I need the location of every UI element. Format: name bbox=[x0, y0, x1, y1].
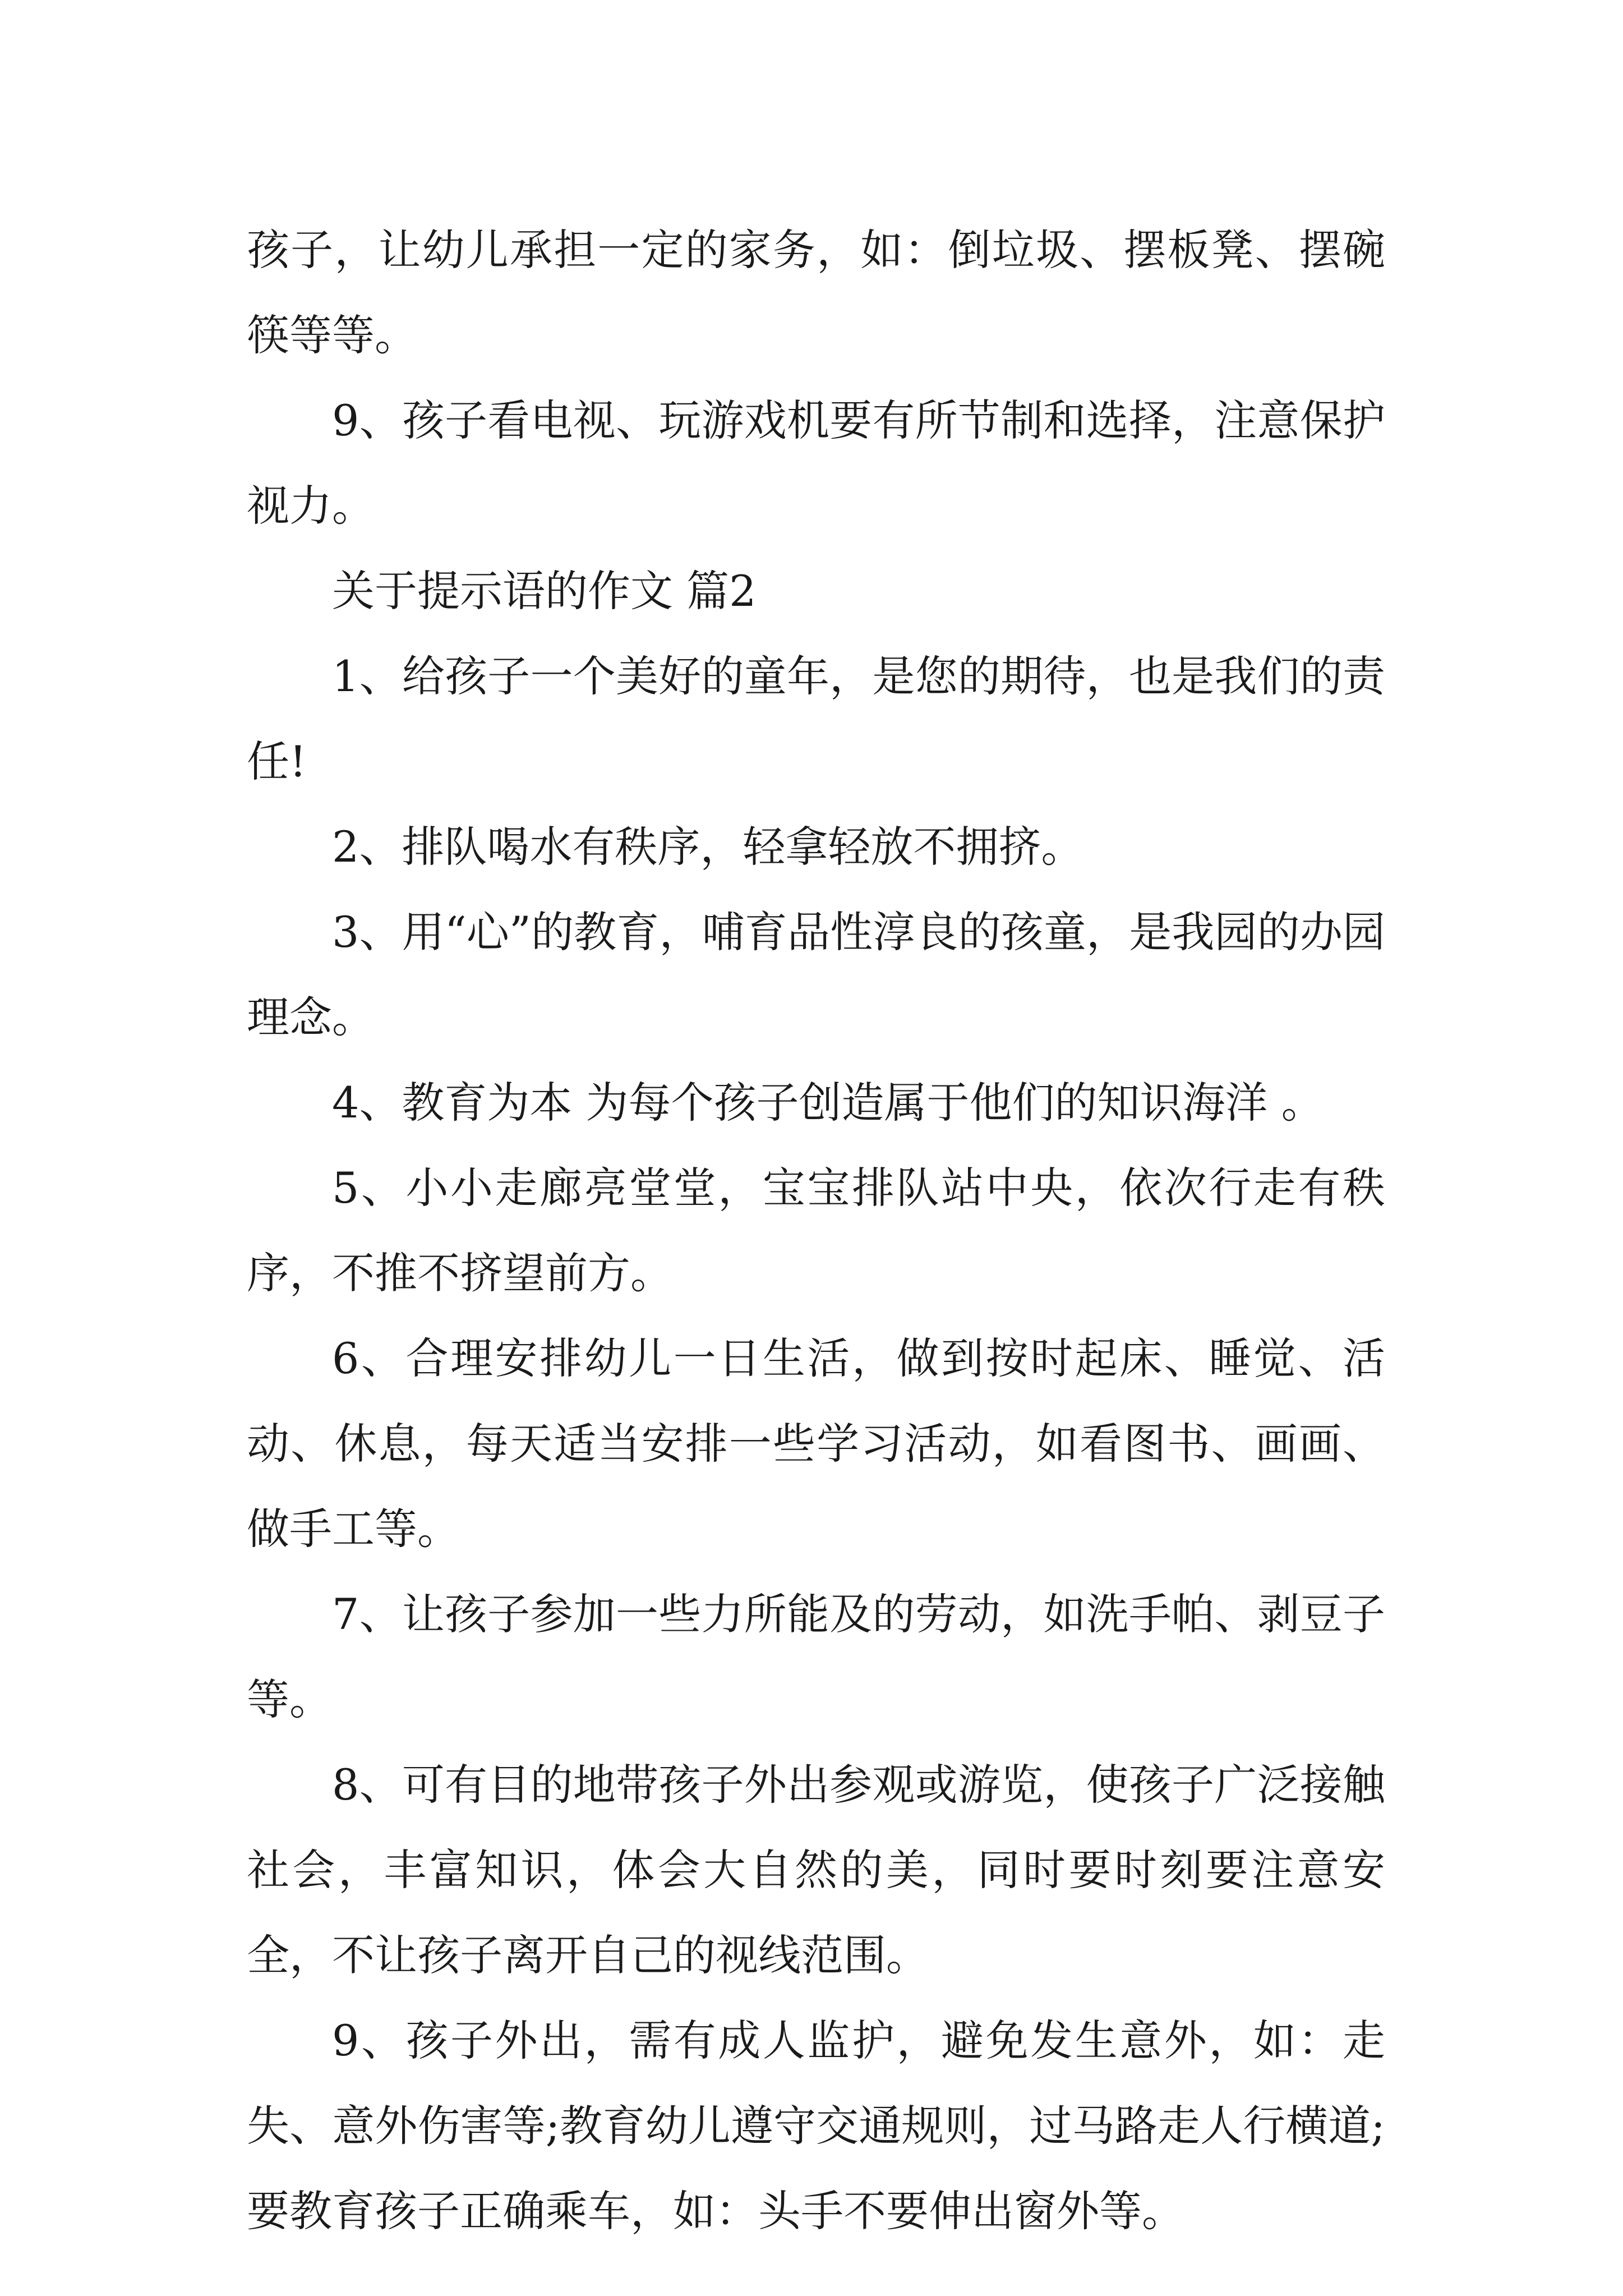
document-body bbox=[247, 208, 1385, 2254]
paragraph-item-9: 9、孩子看电视、玩游戏机要有所节制和选择，注意保护视力。 bbox=[247, 395, 1385, 531]
paragraph-item-9-second: 9、孩子外出，需有成人监护，避免发生意外，如：走失、意外伤害等;教育幼儿遵守交通规则，过马路走人行横道;要教育孩子正确乘车，如：头手不要伸出窗外等。 bbox=[247, 2016, 1385, 2236]
paragraph-item-6: 6、合理安排幼儿一日生活，做到按时起床、睡觉、活动、休息，每天适当安排一些学习活动，如看图书、画画、做手工等。 bbox=[247, 1333, 1385, 1554]
paragraph-item-8: 8、可有目的地带孩子外出参观或游览，使孩子广泛接触社会，丰富知识，体会大自然的美，同时要时刻要注意安全，不让孩子离开自己的视线范围。 bbox=[247, 1760, 1385, 1980]
paragraph-item-7: 7、让孩子参加一些力所能及的劳动，如洗手帕、剥豆子等。 bbox=[247, 1589, 1385, 1724]
section-heading: 关于提示语的作文 篇2 bbox=[332, 566, 757, 616]
paragraph-item-5: 5、小小走廊亮堂堂，宝宝排队站中央，依次行走有秩序，不推不挤望前方。 bbox=[247, 1163, 1385, 1298]
paragraph-item-4: 4、教育为本 为每个孩子创造属于他们的知识海洋 。 bbox=[332, 1078, 1324, 1128]
paragraph-item-3: 3、用“心”的教育，哺育品性淳良的孩童，是我园的办园理念。 bbox=[247, 907, 1385, 1042]
paragraph-item-2: 2、排队喝水有秩序，轻拿轻放不拥挤。 bbox=[332, 822, 1084, 872]
paragraph-continuation: 孩子，让幼儿承担一定的家务，如：倒垃圾、摆板凳、摆碗筷等等。 bbox=[247, 225, 1385, 360]
paragraph-item-1: 1、给孩子一个美好的童年，是您的期待，也是我们的责任! bbox=[247, 651, 1385, 786]
